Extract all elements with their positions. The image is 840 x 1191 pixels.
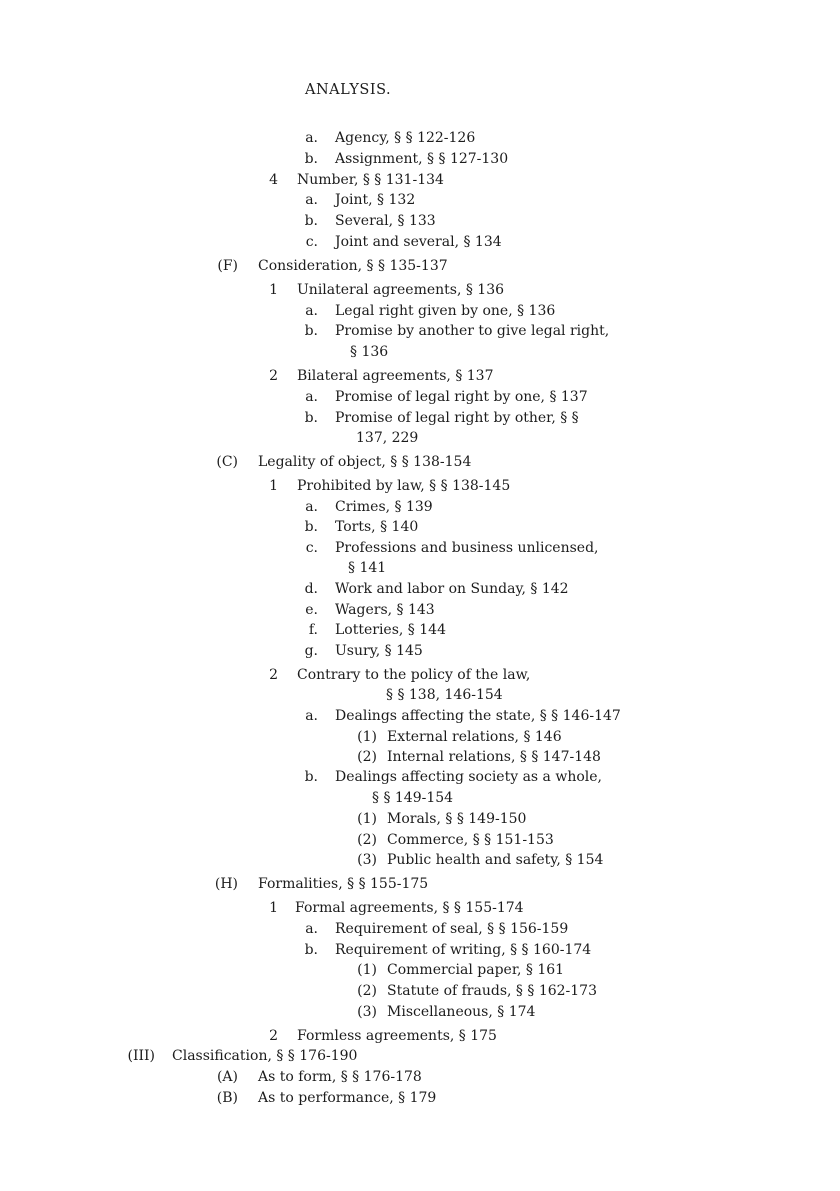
outline-entry-continuation: § 136 <box>350 344 389 360</box>
outline-entry-label: g. <box>304 643 318 659</box>
outline-entry <box>0 366 840 386</box>
outline-entry-label: e. <box>305 602 318 618</box>
outline-entry-text: As to performance, § 179 <box>258 1090 437 1106</box>
outline-entry <box>0 919 840 939</box>
outline-entry-label: (3) <box>357 1004 377 1020</box>
outline-entry <box>0 727 840 747</box>
outline-entry-continuation: § § 149-154 <box>372 790 454 806</box>
outline-entry <box>0 190 840 210</box>
outline-entry <box>0 809 840 829</box>
outline-entry-text: Torts, § 140 <box>335 519 419 535</box>
outline-entry-text: Requirement of seal, § § 156-159 <box>335 921 569 937</box>
outline-entry-label: (2) <box>357 832 377 848</box>
outline-entry-label: b. <box>304 942 318 958</box>
outline-entry-continuation: § 141 <box>348 560 387 576</box>
outline-entry-text: Contrary to the policy of the law, <box>297 667 531 683</box>
outline-entry-label: 2 <box>269 667 278 683</box>
outline-entry-label: (C) <box>216 454 238 470</box>
outline-entry-label: b. <box>304 323 318 339</box>
outline-entry-text: Legality of object, § § 138-154 <box>258 454 472 470</box>
outline-entry <box>0 128 840 148</box>
outline-entry-label: (H) <box>214 876 238 892</box>
outline-entry <box>0 641 840 661</box>
outline-entry <box>0 1088 840 1108</box>
outline-entry-label: (F) <box>217 258 238 274</box>
outline-entry <box>0 321 840 341</box>
outline-entry-continuation: 137, 229 <box>356 430 419 446</box>
outline-entry-text: As to form, § § 176-178 <box>258 1069 422 1085</box>
outline-entry-text: Wagers, § 143 <box>335 602 435 618</box>
outline-entry-label: (A) <box>216 1069 238 1085</box>
outline-entry-label: a. <box>305 708 318 724</box>
outline-entry-label: (B) <box>216 1090 238 1106</box>
outline-entry-text: Miscellaneous, § 174 <box>387 1004 536 1020</box>
outline-entry-label: d. <box>304 581 318 597</box>
outline-entry <box>0 600 840 620</box>
outline-entry-text: Dealings affecting the state, § § 146-147 <box>335 708 621 724</box>
outline-entry-text: Morals, § § 149-150 <box>387 811 527 827</box>
outline-entry-label: a. <box>305 130 318 146</box>
outline-entry <box>0 850 840 870</box>
outline-entry-label: a. <box>305 921 318 937</box>
outline-entry-label: b. <box>304 769 318 785</box>
outline-entry-text: Statute of frauds, § § 162-173 <box>387 983 597 999</box>
outline-entry-text: Promise by another to give legal right, <box>335 323 610 339</box>
outline-entry-text: Public health and safety, § 154 <box>387 852 604 868</box>
outline-entry <box>0 960 840 980</box>
outline-entry-label: b. <box>304 519 318 535</box>
outline-entry-text: Formalities, § § 155-175 <box>258 876 429 892</box>
outline-entry <box>0 256 840 276</box>
outline-entry-label: a. <box>305 192 318 208</box>
outline-entry <box>0 620 840 640</box>
outline-entry-label: (1) <box>357 811 377 827</box>
page-title: ANALYSIS. <box>305 82 392 98</box>
outline-entry <box>0 211 840 231</box>
outline-entry-label: (1) <box>357 729 377 745</box>
outline-entry <box>0 170 840 190</box>
outline-entry <box>0 387 840 407</box>
outline-entry-text: Dealings affecting society as a whole, <box>335 769 602 785</box>
outline-entry-text: Usury, § 145 <box>335 643 423 659</box>
outline-entry-label: b. <box>304 213 318 229</box>
outline-entry <box>0 452 840 472</box>
outline-entry-text: Formal agreements, § § 155-174 <box>295 900 524 916</box>
outline-entry-label: (1) <box>357 962 377 978</box>
outline-entry-label: b. <box>304 410 318 426</box>
outline-entry-label: c. <box>305 234 318 250</box>
outline-entry-label: 4 <box>269 172 278 188</box>
outline-entry-label: a. <box>305 499 318 515</box>
outline-entry <box>0 1067 840 1087</box>
outline-entry-label: 1 <box>269 282 278 298</box>
outline-entry-label: c. <box>305 540 318 556</box>
outline-entry-label: 1 <box>269 900 278 916</box>
outline-entry <box>0 517 840 537</box>
outline-entry-text: Legal right given by one, § 136 <box>335 303 556 319</box>
outline-entry-text: Professions and business unlicensed, <box>335 540 599 556</box>
outline-entry <box>0 706 840 726</box>
outline-entry-label: f. <box>308 622 318 638</box>
outline-entry-text: Classification, § § 176-190 <box>172 1048 358 1064</box>
outline-entry <box>0 1046 840 1066</box>
outline-entry <box>0 1002 840 1022</box>
outline-entry-text: Number, § § 131-134 <box>297 172 444 188</box>
outline-entry-text: External relations, § 146 <box>387 729 562 745</box>
outline-entry-text: Bilateral agreements, § 137 <box>297 368 494 384</box>
outline-entry-label: 1 <box>269 478 278 494</box>
outline-entry-label: (2) <box>357 983 377 999</box>
outline-entry-text: Work and labor on Sunday, § 142 <box>335 581 569 597</box>
outline-entry <box>0 579 840 599</box>
outline-entry <box>0 1026 840 1046</box>
outline-entry <box>0 497 840 517</box>
outline-entry-text: Assignment, § § 127-130 <box>335 151 509 167</box>
outline-entry <box>0 665 840 685</box>
outline-entry <box>0 767 840 787</box>
outline-entry-text: Prohibited by law, § § 138-145 <box>297 478 511 494</box>
outline-entry-label: 2 <box>269 1028 278 1044</box>
outline-entry <box>0 280 840 300</box>
outline-entry-text: Commercial paper, § 161 <box>387 962 565 978</box>
outline-entry-label: a. <box>305 303 318 319</box>
outline-entry-label: 2 <box>269 368 278 384</box>
outline-entry <box>0 940 840 960</box>
outline-entry-text: Commerce, § § 151-153 <box>387 832 554 848</box>
outline-entry-text: Formless agreements, § 175 <box>297 1028 497 1044</box>
outline-entry <box>0 830 840 850</box>
outline-entry-label: a. <box>305 389 318 405</box>
outline-entry <box>0 747 840 767</box>
outline-entry-text: Promise of legal right by one, § 137 <box>335 389 588 405</box>
outline-entry-label: (3) <box>357 852 377 868</box>
outline-entry <box>0 898 840 918</box>
outline-entry <box>0 538 840 558</box>
outline-entry-text: Consideration, § § 135-137 <box>258 258 448 274</box>
outline-entry-text: Agency, § § 122-126 <box>335 130 476 146</box>
outline-entry-text: Joint, § 132 <box>335 192 416 208</box>
outline-entry <box>0 981 840 1001</box>
outline-entry <box>0 408 840 428</box>
outline-entry <box>0 232 840 252</box>
outline-entry <box>0 301 840 321</box>
outline-entry-text: Lotteries, § 144 <box>335 622 446 638</box>
outline-entry-label: (III) <box>127 1048 155 1064</box>
outline-entry-text: Unilateral agreements, § 136 <box>297 282 505 298</box>
outline-entry-text: Crimes, § 139 <box>335 499 433 515</box>
outline-entry-text: Joint and several, § 134 <box>335 234 502 250</box>
outline-entry-text: Several, § 133 <box>335 213 436 229</box>
outline-entry <box>0 874 840 894</box>
outline-entry-text: Internal relations, § § 147-148 <box>387 749 601 765</box>
outline-entry <box>0 149 840 169</box>
outline-entry-label: b. <box>304 151 318 167</box>
outline-entry-text: Requirement of writing, § § 160-174 <box>335 942 592 958</box>
outline-entry <box>0 476 840 496</box>
outline-entry-continuation: § § 138, 146-154 <box>386 687 503 703</box>
outline-entry-label: (2) <box>357 749 377 765</box>
outline-entry-text: Promise of legal right by other, § § <box>335 410 579 426</box>
